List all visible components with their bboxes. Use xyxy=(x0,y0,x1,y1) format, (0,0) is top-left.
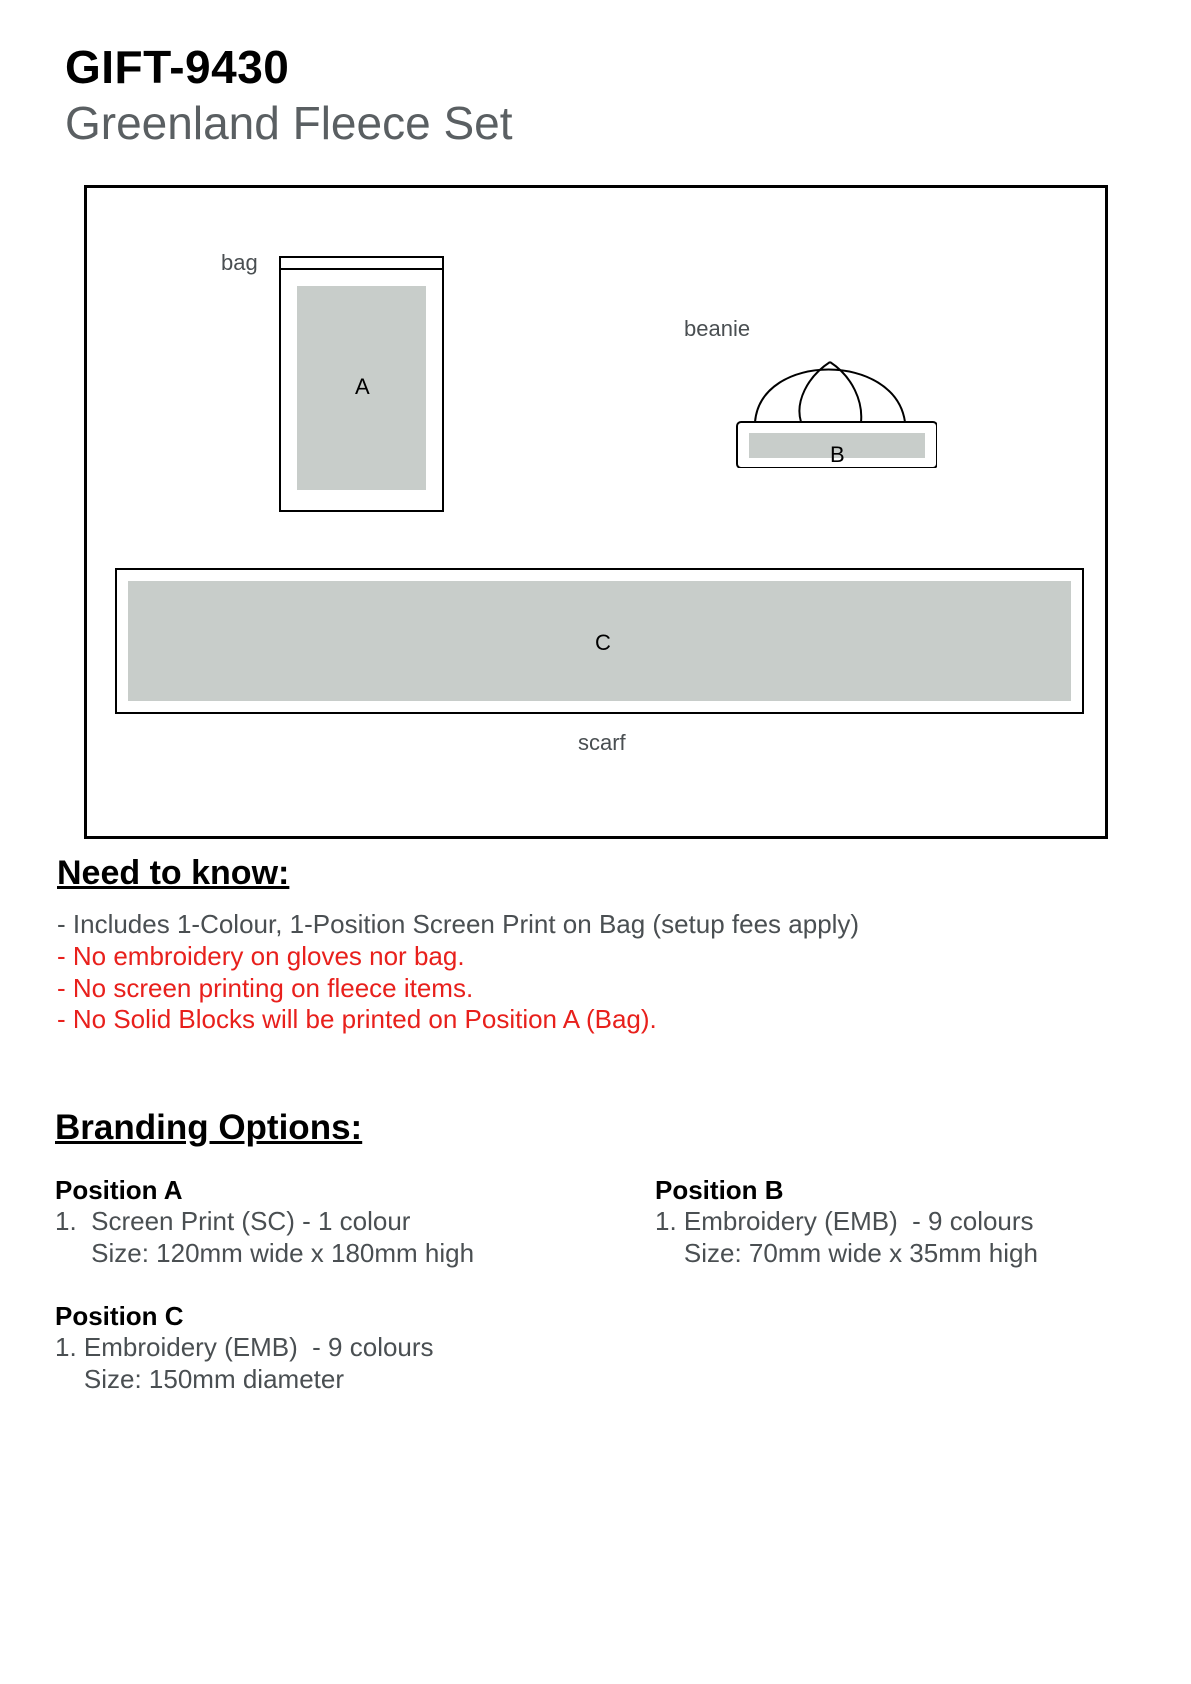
position-a-marker: A xyxy=(355,374,370,399)
note-no-embroidery: - No embroidery on gloves nor bag. xyxy=(57,941,465,971)
position-a-size: Size: 120mm wide x 180mm high xyxy=(55,1238,475,1268)
beanie-label: beanie xyxy=(684,316,751,341)
position-b-marker: B xyxy=(830,442,845,467)
position-b-size: Size: 70mm wide x 35mm high xyxy=(655,1238,1038,1268)
scarf-label: scarf xyxy=(578,730,626,755)
bag-outline xyxy=(279,256,444,512)
bag-label: bag xyxy=(221,250,258,275)
scarf-outline xyxy=(115,568,1084,714)
note-no-solid-blocks: - No Solid Blocks will be printed on Position A (Bag). xyxy=(57,1004,657,1034)
bag-drawstring-band xyxy=(281,258,442,270)
position-c-method: 1. Embroidery (EMB) - 9 colours xyxy=(55,1332,434,1362)
branding-diagram xyxy=(84,185,1108,839)
position-c-title: Position C xyxy=(55,1301,184,1331)
position-b-method: 1. Embroidery (EMB) - 9 colours xyxy=(655,1206,1034,1236)
position-c-size: Size: 150mm diameter xyxy=(55,1364,344,1394)
need-to-know-heading: Need to know: xyxy=(57,854,290,892)
note-no-screen-print: - No screen printing on fleece items. xyxy=(57,973,474,1003)
product-code: GIFT-9430 xyxy=(65,41,290,93)
position-a-method: 1. Screen Print (SC) - 1 colour xyxy=(55,1206,411,1236)
note-setup-fees: - Includes 1-Colour, 1-Position Screen Print on Bag (setup fees apply) xyxy=(57,909,860,939)
position-b-title: Position B xyxy=(655,1175,784,1205)
position-c-marker: C xyxy=(595,630,611,655)
position-a-title: Position A xyxy=(55,1175,183,1205)
branding-options-heading: Branding Options: xyxy=(55,1108,363,1147)
product-name: Greenland Fleece Set xyxy=(65,97,513,149)
